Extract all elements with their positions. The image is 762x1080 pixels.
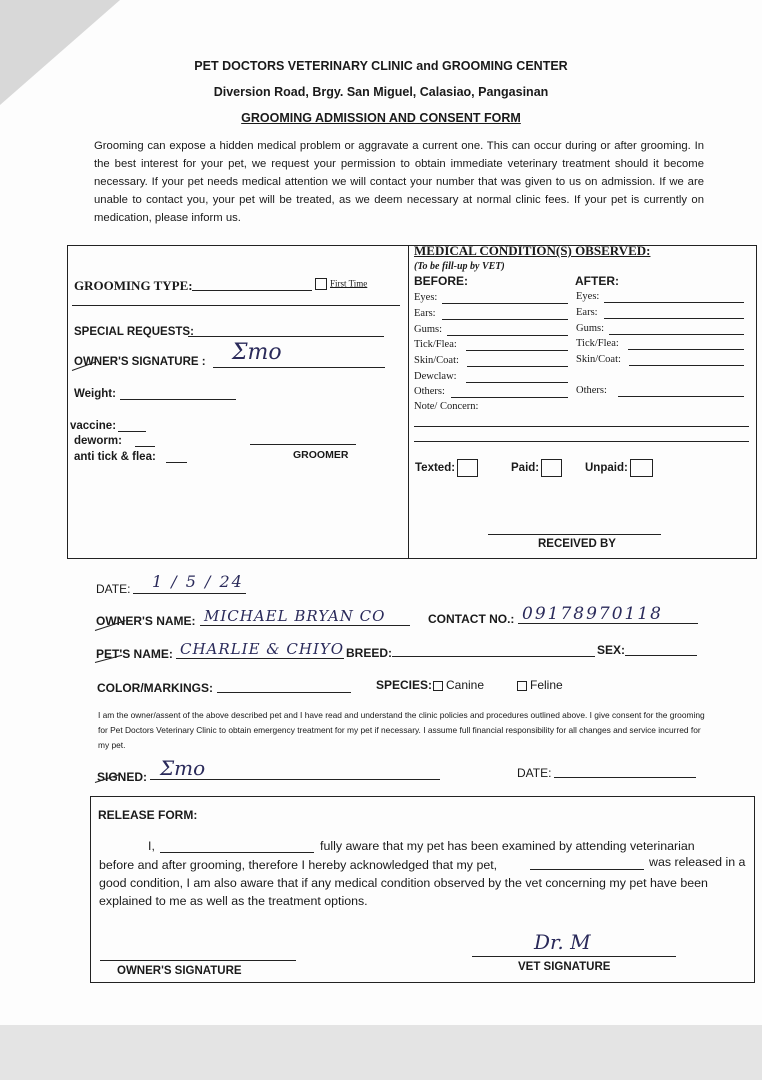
paid-option[interactable] <box>511 459 562 477</box>
after-field-label: Gums: <box>576 323 605 334</box>
color-markings-label: COLOR/MARKINGS: <box>97 681 213 695</box>
medical-condition-title: MEDICAL CONDITION(S) OBSERVED: <box>414 243 651 258</box>
sex-label: SEX: <box>597 643 626 657</box>
anti-tick-label: anti tick & flea: <box>74 451 156 463</box>
vet-fill-note: (To be fill-up by VET) <box>414 261 505 272</box>
groomer-signature-field[interactable] <box>250 444 356 445</box>
contact-value: 09178970118 <box>522 604 663 624</box>
pet-name-field[interactable] <box>176 658 344 659</box>
release-line2-prefix: before and after grooming, therefore I hereby acknowledged that my pet, <box>99 858 498 872</box>
clinic-name: PET DOCTORS VETERINARY CLINIC and GROOMING CENTER <box>194 59 568 73</box>
first-time-label: First Time <box>330 278 368 289</box>
release-line1-suffix: fully aware that my pet has been examined by attending veterinarian <box>320 839 695 853</box>
before-label: BEFORE: <box>414 274 468 288</box>
release-line3: good condition, I am also aware that if any medical condition observed by the vet concerning my pet have been <box>99 876 708 890</box>
grooming-type-field[interactable] <box>192 290 312 291</box>
unpaid-label: Unpaid: <box>585 462 628 475</box>
breed-label: BREED: <box>346 646 393 660</box>
before-field-input[interactable] <box>467 366 568 367</box>
canine-label: Canine <box>446 678 485 692</box>
date-value: 1 / 5 / 24 <box>152 572 244 591</box>
after-field-label: Skin/Coat: <box>576 354 621 365</box>
before-field-label: Ears: <box>414 308 436 319</box>
consent-paragraph: I am the owner/assent of the above described pet and I have read and understand the clinic policies and procedures outlined above. I give consent for the grooming for Pet Doctors Veterinary Clinic to obtain emergency treatment for my pet if necessary. I assume full financial responsibility for all changes and service incurred for my pet. <box>98 710 705 750</box>
before-field-label: Others: <box>414 386 445 397</box>
received-by-field[interactable] <box>488 534 661 535</box>
groomer-label: GROOMER <box>293 449 349 461</box>
owner-name-release-field[interactable] <box>160 852 314 853</box>
after-field-input[interactable] <box>604 302 744 303</box>
signed-label: SIGNED: <box>97 770 148 784</box>
pet-name-value: CHARLIE & CHIYO <box>180 640 345 658</box>
signed-field[interactable] <box>150 779 440 780</box>
contact-field[interactable] <box>518 623 698 624</box>
after-label: AFTER: <box>575 274 619 288</box>
before-field-label: Dewclaw: <box>414 371 457 382</box>
before-field-input[interactable] <box>442 319 568 320</box>
breed-field[interactable] <box>392 656 595 657</box>
vet-signature-label: VET SIGNATURE <box>518 961 611 973</box>
paid-label: Paid: <box>511 462 540 475</box>
pet-release-field[interactable] <box>530 869 644 870</box>
unpaid-checkbox[interactable] <box>630 459 653 477</box>
owner-signature-release-field[interactable] <box>100 960 296 961</box>
owner-name-label: OWNER'S NAME: <box>96 614 196 628</box>
date-field[interactable] <box>133 593 246 594</box>
anti-tick-field[interactable] <box>166 462 187 463</box>
note-line-1[interactable] <box>414 426 749 427</box>
after-field-input[interactable] <box>629 365 744 366</box>
after-field-input[interactable] <box>628 349 744 350</box>
paid-checkbox[interactable] <box>541 459 562 477</box>
canine-checkbox[interactable] <box>433 681 443 691</box>
texted-label: Texted: <box>415 462 456 475</box>
grooming-type-label: GROOMING TYPE: <box>74 278 193 293</box>
first-time-option[interactable] <box>315 278 367 290</box>
deworm-label: deworm: <box>74 435 122 447</box>
box-divider <box>408 245 409 558</box>
before-field-input[interactable] <box>451 397 568 398</box>
special-requests-label: SPECIAL REQUESTS: <box>74 326 194 338</box>
vaccine-label: vaccine: <box>70 420 117 432</box>
before-field-input[interactable] <box>466 382 568 383</box>
signed-date-label: DATE: <box>517 766 552 780</box>
deworm-field[interactable] <box>135 446 155 447</box>
before-field-label: Tick/Flea: <box>414 339 457 350</box>
after-field-label: Others: <box>576 385 607 396</box>
before-field-label: Gums: <box>414 324 443 335</box>
species-label: SPECIES: <box>376 678 433 692</box>
received-by-label: RECEIVED BY <box>538 538 616 550</box>
before-field-input[interactable] <box>442 303 568 304</box>
grooming-type-line-2 <box>72 305 400 306</box>
after-field-label: Tick/Flea: <box>576 338 619 349</box>
pet-name-label: PET'S NAME: <box>96 647 173 661</box>
vaccine-field[interactable] <box>118 431 146 432</box>
after-field-input[interactable] <box>609 334 744 335</box>
vet-signature-field[interactable] <box>472 956 676 957</box>
after-field-label: Ears: <box>576 307 598 318</box>
sex-field[interactable] <box>625 655 697 656</box>
release-form-title: RELEASE FORM: <box>98 808 198 822</box>
owner-name-field[interactable] <box>200 625 410 626</box>
vet-signature-value: Dr. M <box>534 930 591 954</box>
note-line-2[interactable] <box>414 441 749 442</box>
first-time-checkbox[interactable] <box>315 278 327 290</box>
texted-option[interactable] <box>415 459 478 477</box>
clinic-address: Diversion Road, Brgy. San Miguel, Calasiao, Pangasinan <box>213 85 549 99</box>
release-line1-prefix: I, <box>148 839 155 853</box>
release-line2-suffix: was released in a <box>649 855 746 869</box>
feline-checkbox[interactable] <box>517 681 527 691</box>
color-markings-field[interactable] <box>217 692 351 693</box>
date-label: DATE: <box>96 582 131 596</box>
contact-label: CONTACT NO.: <box>428 612 515 626</box>
owner-signature-value: Ʃmo <box>232 340 282 365</box>
texted-checkbox[interactable] <box>457 459 478 477</box>
unpaid-option[interactable] <box>585 459 653 477</box>
before-field-label: Skin/Coat: <box>414 355 459 366</box>
before-field-input[interactable] <box>466 350 568 351</box>
release-line4: explained to me as well as the treatment options. <box>99 894 368 908</box>
after-field-label: Eyes: <box>576 291 600 302</box>
signed-signature: Ʃmo <box>160 756 206 780</box>
owner-name-value: MICHAEL BRYAN CO <box>204 607 386 625</box>
scan-background <box>0 1025 762 1080</box>
before-field-input[interactable] <box>447 335 568 336</box>
special-requests-field[interactable] <box>188 336 384 337</box>
after-field-input[interactable] <box>618 396 744 397</box>
intro-paragraph: Grooming can expose a hidden medical problem or aggravate a current one. This can occur during or after grooming. In the best interest for your pet, we request your permission to obtain immediate veterinary treatment should it become necessary. If your pet needs medical attention we will contact your number that was given to us on admission. If we are unable to contact you, your pet will be treated, as we deem necessary at normal clinic fees. If your pet is currently on medication, please inform us. <box>94 140 704 224</box>
owner-signature-field[interactable] <box>213 367 385 368</box>
note-concern-label: Note/ Concern: <box>414 401 479 412</box>
canine-option[interactable] <box>433 678 484 692</box>
form-title: GROOMING ADMISSION AND CONSENT FORM <box>241 111 521 125</box>
feline-label: Feline <box>530 678 563 692</box>
feline-option[interactable] <box>517 678 563 692</box>
owner-signature-label: OWNER'S SIGNATURE : <box>74 356 206 368</box>
owner-signature-release-label: OWNER'S SIGNATURE <box>117 965 242 977</box>
after-field-input[interactable] <box>604 318 744 319</box>
before-field-label: Eyes: <box>414 292 438 303</box>
signed-date-field[interactable] <box>554 777 696 778</box>
weight-label: Weight: <box>74 388 116 400</box>
weight-field[interactable] <box>120 399 236 400</box>
